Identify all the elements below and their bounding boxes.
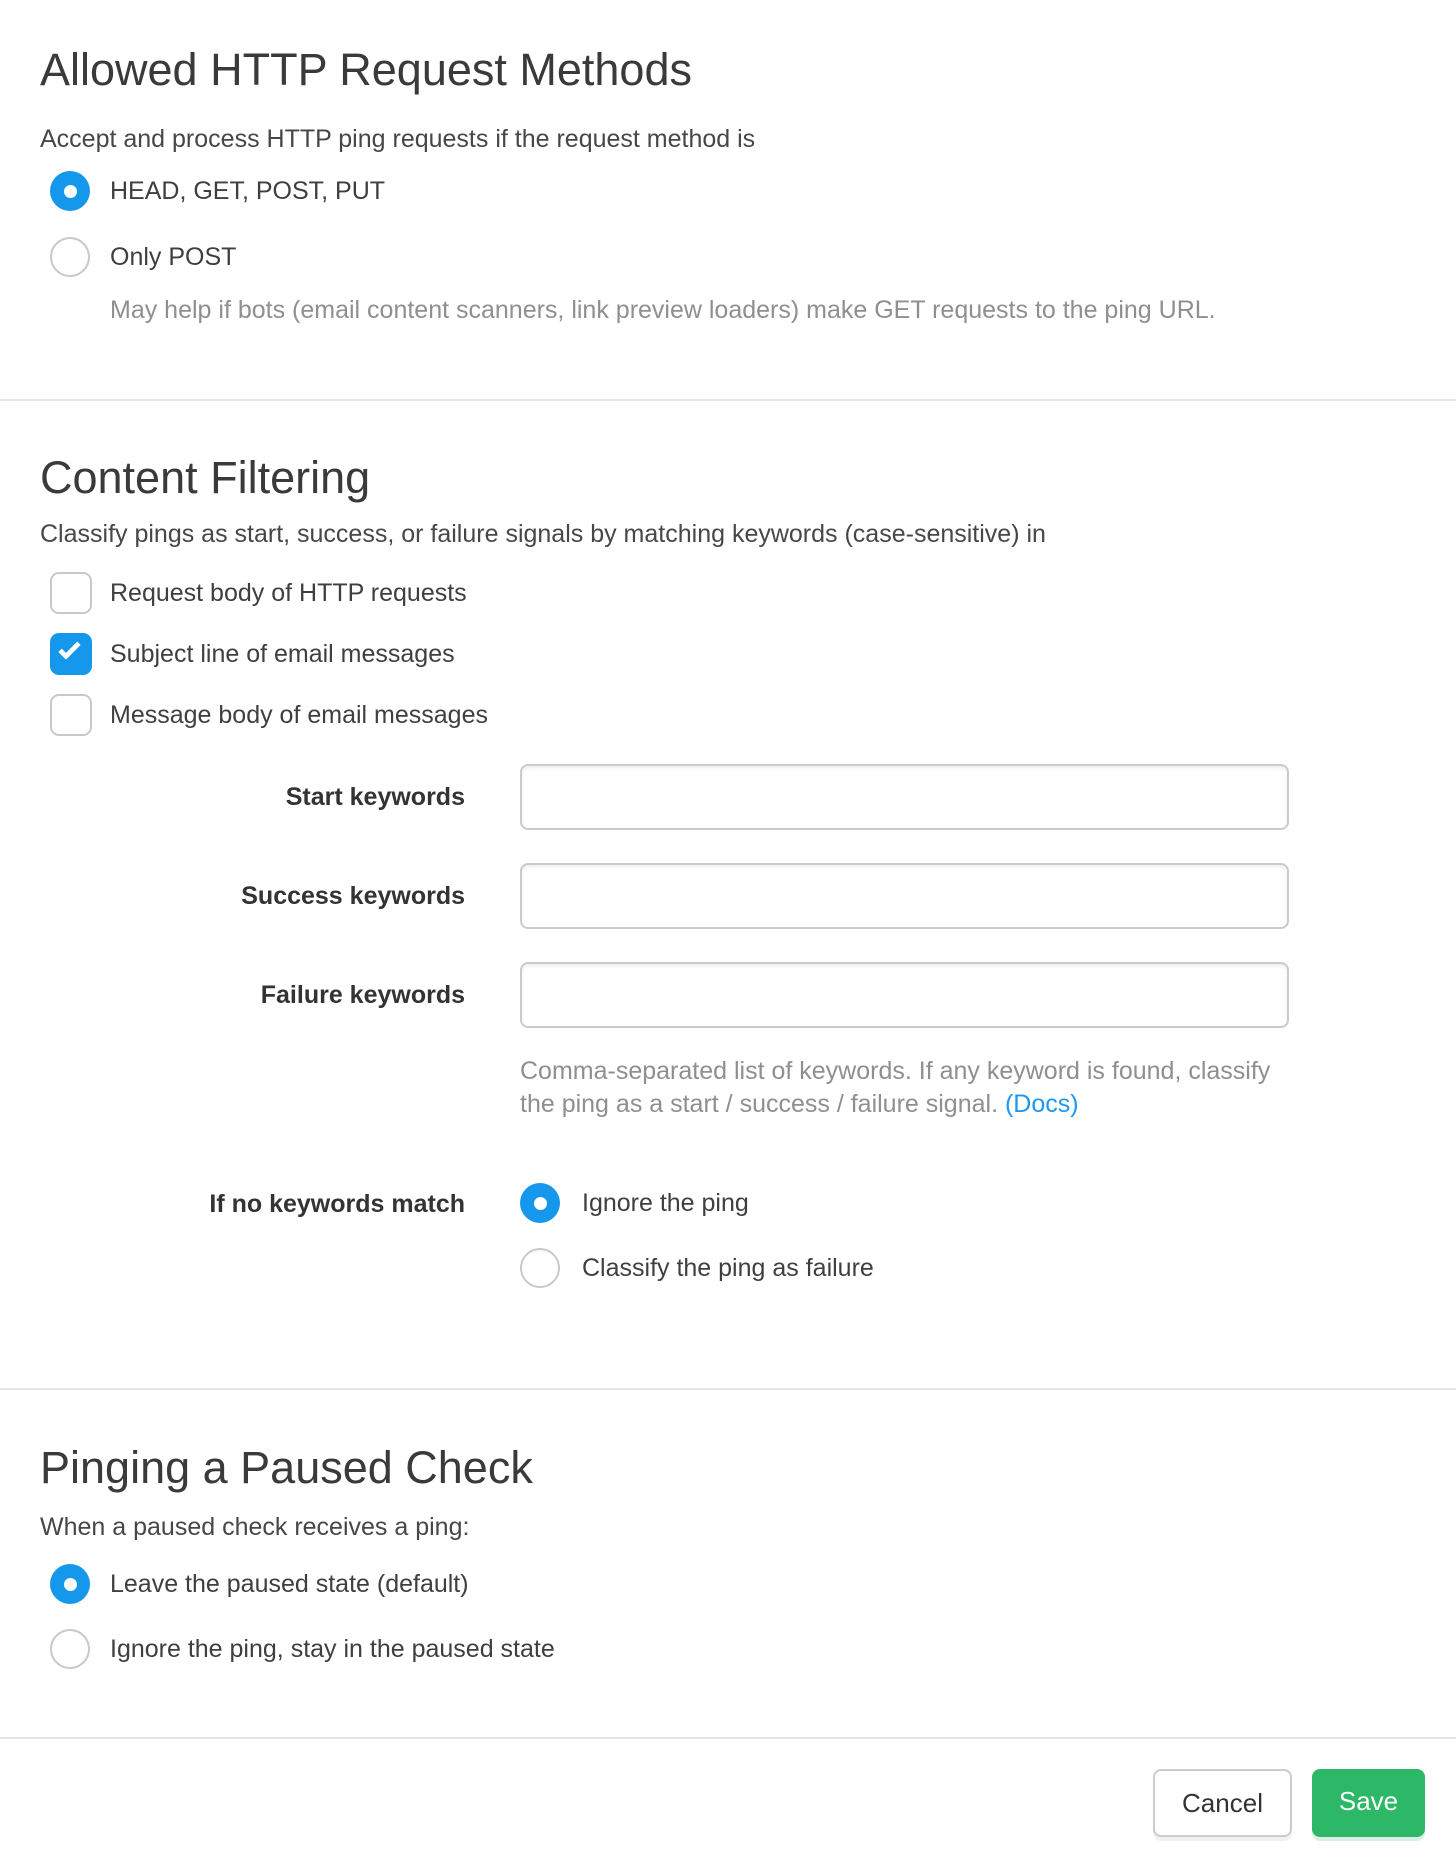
radio-button-selected[interactable] [520,1183,560,1223]
checkbox-option-message-body[interactable] [50,694,1416,736]
radio-button-selected[interactable] [50,171,90,211]
failure-keywords-label: Failure keywords [260,980,465,1009]
failure-keywords-input[interactable] [520,962,1289,1028]
section-pinging-paused-check [0,1390,1456,1737]
checkbox-label[interactable]: Request body of HTTP requests [110,578,467,607]
checkbox-unchecked[interactable] [50,572,92,614]
only-post-help-text: May help if bots (email content scanners, link preview loaders) make GET requests to the ping URL. [110,296,1216,324]
radio-option-only-post[interactable] [50,237,1416,277]
checkbox-checked[interactable] [50,633,92,675]
start-keywords-input[interactable] [520,764,1289,830]
success-keywords-label: Success keywords [241,881,465,910]
radio-dot-icon [534,1197,547,1210]
radio-option-stay-paused[interactable] [50,1629,1416,1669]
keywords-help-text [520,1055,1280,1121]
save-button[interactable]: Save [1312,1769,1425,1837]
checkbox-option-request-body[interactable] [50,572,1416,614]
radio-option-label[interactable]: HEAD, GET, POST, PUT [110,176,386,205]
no-keywords-match-row [40,1183,1416,1288]
start-keywords-control [520,764,1289,830]
radio-option-classify-as-failure[interactable] [520,1248,874,1288]
radio-option-label[interactable]: Only POST [110,242,237,271]
radio-option-label[interactable]: Ignore the ping, stay in the paused state [110,1634,555,1663]
section-allowed-http-request-methods [0,0,1456,399]
radio-button-unselected[interactable] [520,1248,560,1288]
section-title-allowed-methods: Allowed HTTP Request Methods [40,44,692,95]
checkbox-unchecked[interactable] [50,694,92,736]
radio-button-selected[interactable] [50,1564,90,1604]
allowed-methods-description: Accept and process HTTP ping requests if the request method is [40,125,756,153]
docs-link[interactable]: (Docs) [1004,1090,1079,1118]
radio-button-unselected[interactable] [50,1629,90,1669]
cancel-button[interactable]: Cancel [1153,1769,1292,1837]
keywords-help-body: Comma-separated list of keywords. If any keyword is found, classify the ping as a start / success / failure signal. [520,1057,1271,1118]
keyword-form-rows [40,764,1416,1028]
content-filtering-description: Classify pings as start, success, or failure signals by matching keywords (case-sensitive) in [40,520,1046,548]
footer-action-bar [0,1739,1456,1868]
radio-option-label[interactable]: Ignore the ping [582,1188,749,1217]
section-title-content-filtering: Content Filtering [40,452,371,503]
checkbox-option-subject-line[interactable] [50,633,1416,675]
section-content-filtering [0,401,1456,1388]
form-row-start-keywords [40,764,1416,830]
paused-check-radio-group [40,1564,1416,1669]
radio-dot-icon [64,1578,77,1591]
no-keywords-match-label: If no keywords match [209,1190,465,1218]
check-icon [58,637,81,660]
checkbox-label[interactable]: Message body of email messages [110,700,488,729]
success-keywords-control [520,863,1289,929]
checkbox-label[interactable]: Subject line of email messages [110,639,455,668]
allowed-methods-radio-group [40,171,1416,277]
form-row-success-keywords [40,863,1416,929]
no-match-radio-group [520,1183,874,1288]
radio-option-ignore-the-ping[interactable] [520,1183,874,1223]
success-keywords-input[interactable] [520,863,1289,929]
form-row-failure-keywords [40,962,1416,1028]
section-title-paused-check: Pinging a Paused Check [40,1442,533,1493]
radio-option-leave-paused-state[interactable] [50,1564,1416,1604]
radio-option-label[interactable]: Leave the paused state (default) [110,1569,469,1598]
filtering-checkbox-group [40,572,1416,736]
paused-check-description: When a paused check receives a ping: [40,1513,470,1541]
start-keywords-label: Start keywords [285,782,465,811]
radio-dot-icon [64,185,77,198]
radio-button-unselected[interactable] [50,237,90,277]
failure-keywords-control [520,962,1289,1028]
radio-option-head-get-post-put[interactable] [50,171,1416,211]
radio-option-label[interactable]: Classify the ping as failure [582,1253,874,1282]
